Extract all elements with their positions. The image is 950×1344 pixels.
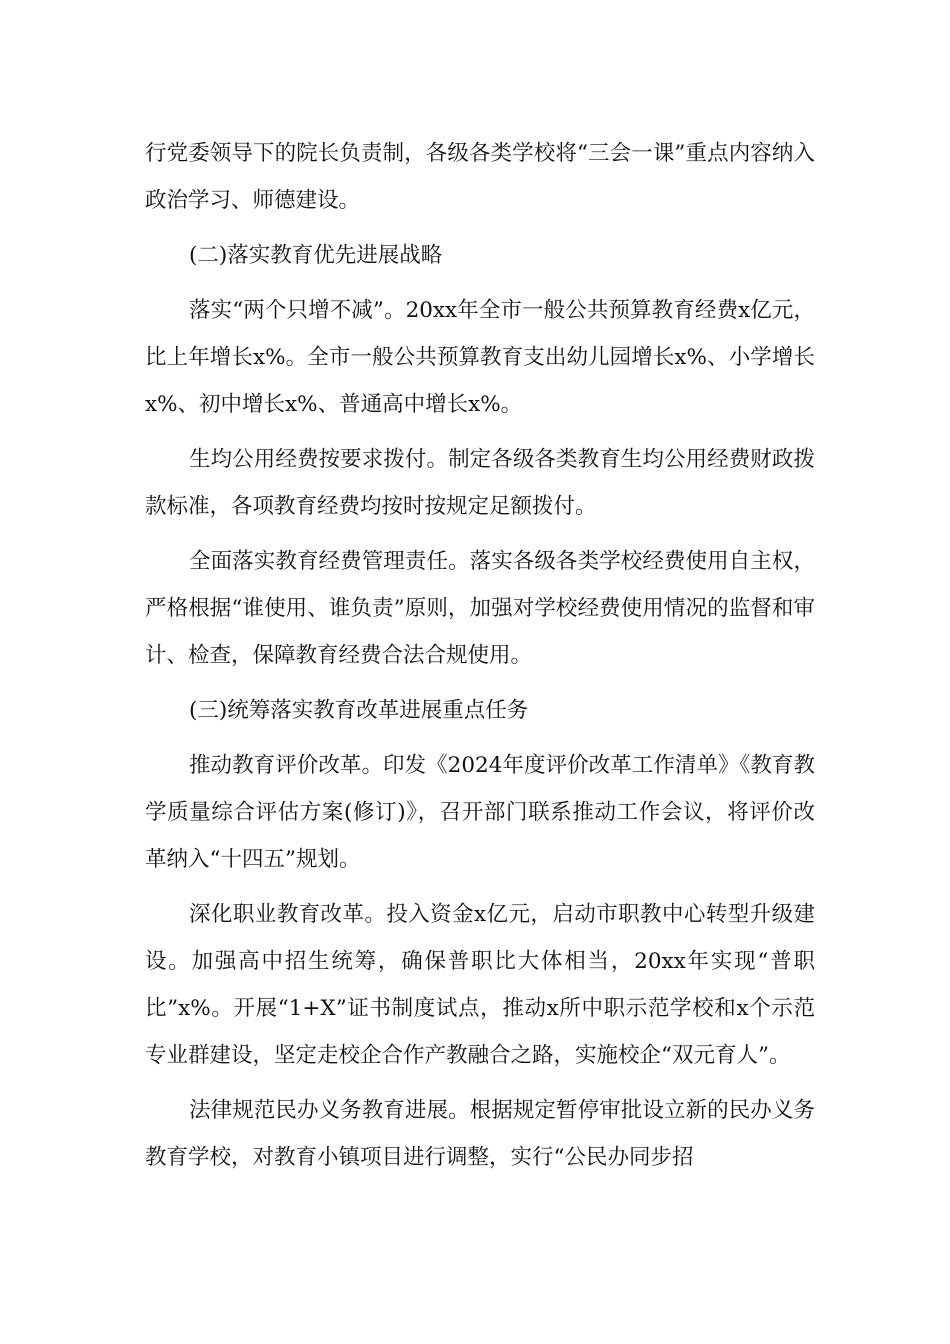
paragraph: 生均公用经费按要求拨付。制定各级各类教育生均公用经费财政拨款标准，各项教育经费均按时按规定足额拨付。 xyxy=(145,447,815,519)
section-heading-2: (二)落实教育优先进展战略 xyxy=(189,243,443,268)
paragraph: 法律规范民办义务教育进展。根据规定暂停审批设立新的民办义务教育学校，对教育小镇项目进行调整，实行“公民办同步招 xyxy=(145,1098,815,1170)
document-body xyxy=(145,130,815,1189)
paragraph: 全面落实教育经费管理责任。落实各级各类学校经费使用自主权，严格根据“谁使用、谁负责”原则，加强对学校经费使用情况的监督和审计、检查，保障教育经费合法合规使用。 xyxy=(145,549,815,668)
paragraph: 落实“两个只增不减”。20xx年全市一般公共预算教育经费x亿元，比上年增长x%。全市一般公共预算教育支出幼儿园增长x%、小学增长x%、初中增长x%、普通高中增长x%。 xyxy=(145,298,815,417)
section-heading-3: (三)统筹落实教育改革进展重点任务 xyxy=(189,698,529,723)
paragraph-continuation: 行党委领导下的院长负责制，各级各类学校将“三会一课”重点内容纳入政治学习、师德建设。 xyxy=(145,141,815,213)
paragraph: 推动教育评价改革。印发《2024年度评价改革工作清单》《教育教学质量综合评估方案(修订)》，召开部门联系推动工作会议，将评价改革纳入“十四五”规划。 xyxy=(145,753,815,872)
paragraph: 深化职业教育改革。投入资金x亿元，启动市职教中心转型升级建设。加强高中招生统筹，确保普职比大体相当，20xx年实现“普职比”x%。开展“1+X”证书制度试点，推动x所中职示范学校和x个示范专业群建设，坚定走校企合作产教融合之路，实施校企“双元育人”。 xyxy=(145,902,815,1068)
